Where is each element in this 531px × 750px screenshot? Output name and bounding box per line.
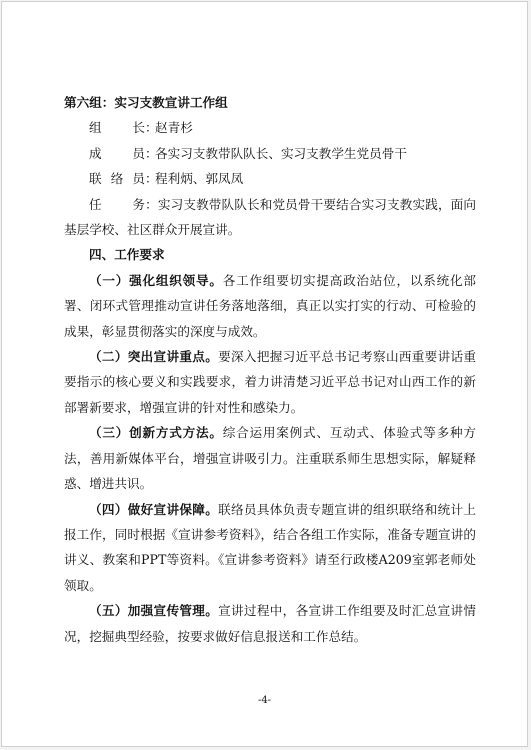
requirement-title: （五）加强宣传管理。 bbox=[89, 603, 219, 619]
member-row-liaison bbox=[64, 166, 476, 191]
label-char: 成 bbox=[89, 145, 102, 161]
requirement-text: 宣讲过程中，各宣讲工作组要及时汇总宣讲情况，挖掘典型经验，按要求做好信息报送和工作总结。 bbox=[64, 603, 477, 644]
member-label bbox=[89, 115, 145, 140]
member-row-task: 任 务 ：实习支教带队队长和党员骨干要结合实习支教实践，面向基层学校、社区群众开展宣讲。 bbox=[64, 192, 476, 243]
member-value: 程利炳、郭凤凤 bbox=[155, 171, 244, 187]
requirement-text: 各工作组要切实提高政治站位，以系统化部署、闭环式管理推动宣讲任务落地落细，真正以实打实的行动、可检验的成果，彰显贯彻落实的深度与成效。 bbox=[64, 272, 477, 339]
page-number: -4- bbox=[257, 695, 272, 706]
label-char: 络 bbox=[110, 171, 124, 187]
requirement-text: 要深入把握习近平总书记考察山西重要讲话重要指示的核心要义和实践要求，着力讲清楚习近平总书记对山西工作的新部署新要求，增强宣讲的针对性和感染力。 bbox=[64, 349, 477, 415]
label-char: 务 bbox=[132, 196, 145, 212]
requirement-text: 综合运用案例式、互动式、体验式等多种方法，善用新媒体平台，增强宣讲吸引力。注重联系师生思想实际，解疑释惑、增进共识。 bbox=[64, 425, 477, 492]
task-label bbox=[89, 192, 145, 217]
member-label bbox=[89, 166, 145, 191]
member-row-members bbox=[64, 141, 476, 166]
label-char: 组 bbox=[89, 120, 102, 136]
requirement-paragraph bbox=[64, 268, 476, 344]
page-content bbox=[64, 90, 476, 649]
colon: ： bbox=[145, 171, 158, 187]
requirement-paragraph bbox=[64, 344, 476, 420]
label-char: 员 bbox=[132, 145, 145, 161]
colon: ： bbox=[145, 120, 158, 136]
requirement-title: （一）强化组织领导。 bbox=[89, 272, 223, 288]
requirement-title: （二）突出宣讲重点。 bbox=[89, 349, 219, 365]
label-char: 任 bbox=[89, 196, 102, 212]
requirement-paragraph bbox=[64, 497, 476, 599]
member-value: 各实习支教带队队长、实习支教学生党员骨干 bbox=[155, 145, 407, 161]
label-char: 长 bbox=[132, 120, 145, 136]
group-heading: 第六组：实习支教宣讲工作组 bbox=[64, 95, 228, 110]
requirement-paragraph bbox=[64, 598, 476, 649]
requirement-title: （四）做好宣讲保障。 bbox=[89, 501, 219, 517]
document-page bbox=[1, 1, 528, 747]
requirement-title: （三）创新方式方法。 bbox=[89, 425, 223, 441]
member-label bbox=[89, 141, 145, 166]
requirement-paragraph bbox=[64, 420, 476, 496]
label-char: 员 bbox=[132, 171, 145, 187]
requirement-text: 联络员具体负责专题宣讲的组织联络和统计上报工作，同时根据《宣讲参考资料》，结合各组工作实际，准备专题宣讲的讲义、教案和PPT等资料。《宣讲参考资料》请至行政楼A209室郭老师处领取。 bbox=[64, 501, 477, 593]
task-value: 实习支教带队队长和党员骨干要结合实习支教实践，面向基层学校、社区群众开展宣讲。 bbox=[64, 196, 477, 238]
colon: ： bbox=[145, 145, 158, 161]
label-char: 联 bbox=[89, 171, 102, 187]
member-row-leader bbox=[64, 115, 476, 140]
section-heading: 四、工作要求 bbox=[89, 247, 165, 263]
member-value: 赵青杉 bbox=[155, 120, 193, 136]
